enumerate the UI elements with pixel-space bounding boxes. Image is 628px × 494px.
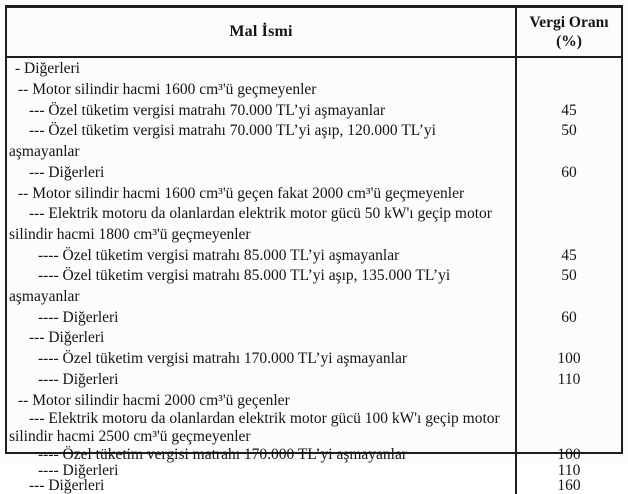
- header-tax-rate-line2: (%): [556, 33, 582, 50]
- row-text: --- Diğerleri: [29, 163, 105, 181]
- table-row: [7, 163, 621, 184]
- header-tax-rate-line1: Vergi Oranı: [529, 14, 609, 31]
- row-text: ---- Özel tüketim vergisi matrahı 85.000 TL’yi aşıp, 135.000 TL’yi aşmayanlar: [9, 267, 451, 306]
- row-rate: 100: [515, 446, 621, 463]
- row-text: ---- Diğerleri: [38, 308, 119, 326]
- row-rate: [515, 184, 621, 205]
- row-rate: 110: [515, 370, 621, 391]
- table-row: [7, 410, 621, 446]
- row-text: --- Diğerleri: [29, 329, 105, 347]
- row-text: --- Özel tüketim vergisi matrahı 70.000 TL’yi aşmayanlar: [29, 101, 386, 119]
- table-row: [7, 184, 621, 205]
- row-text: --- Elektrik motoru da olanlardan elektrik motor gücü 100 kW'ı geçip motor silindir hacmi 2500 cm³'ü geçmeyenler: [9, 409, 500, 445]
- row-text: - Diğerleri: [15, 60, 80, 77]
- row-text: -- Motor silindir hacmi 2000 cm³'ü geçenler: [18, 391, 290, 409]
- table-row: [7, 101, 621, 122]
- row-rate: 50: [515, 121, 621, 162]
- row-rate: 110: [515, 463, 621, 479]
- row-rate: 45: [515, 101, 621, 122]
- row-text: ---- Özel tüketim vergisi matrahı 170.000 TL’yi aşmayanlar: [38, 445, 408, 463]
- table-row: [7, 328, 621, 349]
- row-rate: 100: [515, 349, 621, 370]
- row-rate: 60: [515, 163, 621, 184]
- row-text: --- Elektrik motoru da olanlardan elektrik motor gücü 50 kW'ı geçip motor silindir hacmi 1800 cm³'ü geçmeyenler: [9, 205, 492, 243]
- table-row: [7, 58, 621, 80]
- table-row: [7, 80, 621, 101]
- row-text: ---- Diğerleri: [38, 461, 119, 479]
- row-rate: 60: [515, 308, 621, 329]
- row-text: --- Diğerleri: [29, 477, 105, 494]
- table-body: [7, 58, 621, 494]
- row-rate: [515, 80, 621, 101]
- row-rate: 160: [515, 478, 621, 494]
- row-text: --- Özel tüketim vergisi matrahı 70.000 TL’yi aşıp, 120.000 TL’yi aşmayanlar: [9, 122, 436, 161]
- row-rate: [515, 410, 621, 446]
- tax-rate-table: [5, 5, 623, 494]
- row-rate: 50: [515, 266, 621, 307]
- row-text: -- Motor silindir hacmi 1600 cm³'ü geçen fakat 2000 cm³'ü geçmeyenler: [18, 184, 465, 202]
- row-text: ---- Özel tüketim vergisi matrahı 85.000 TL’yi aşmayanlar: [38, 246, 400, 264]
- table-row: [7, 121, 621, 162]
- table-row: [7, 391, 621, 410]
- row-text: ---- Özel tüketim vergisi matrahı 170.000 TL’yi aşmayanlar: [38, 350, 408, 368]
- table-row: [7, 446, 621, 463]
- row-rate: [515, 58, 621, 80]
- table-row: [7, 478, 621, 494]
- table-row: [7, 370, 621, 391]
- table-header-row: [7, 8, 621, 58]
- row-rate: [515, 204, 621, 245]
- row-rate: [515, 391, 621, 410]
- header-goods-name: Mal İsmi: [229, 23, 293, 40]
- table-row: [7, 308, 621, 329]
- table-row: [7, 463, 621, 479]
- row-rate: [515, 328, 621, 349]
- header-tax-rate: [515, 8, 621, 56]
- table-row: [7, 266, 621, 307]
- row-text: -- Motor silindir hacmi 1600 cm³'ü geçmeyenler: [18, 81, 317, 98]
- table-row: [7, 349, 621, 370]
- row-text: ---- Diğerleri: [38, 370, 119, 388]
- row-rate: 45: [515, 246, 621, 267]
- table-row: [7, 246, 621, 267]
- table-row: [7, 204, 621, 245]
